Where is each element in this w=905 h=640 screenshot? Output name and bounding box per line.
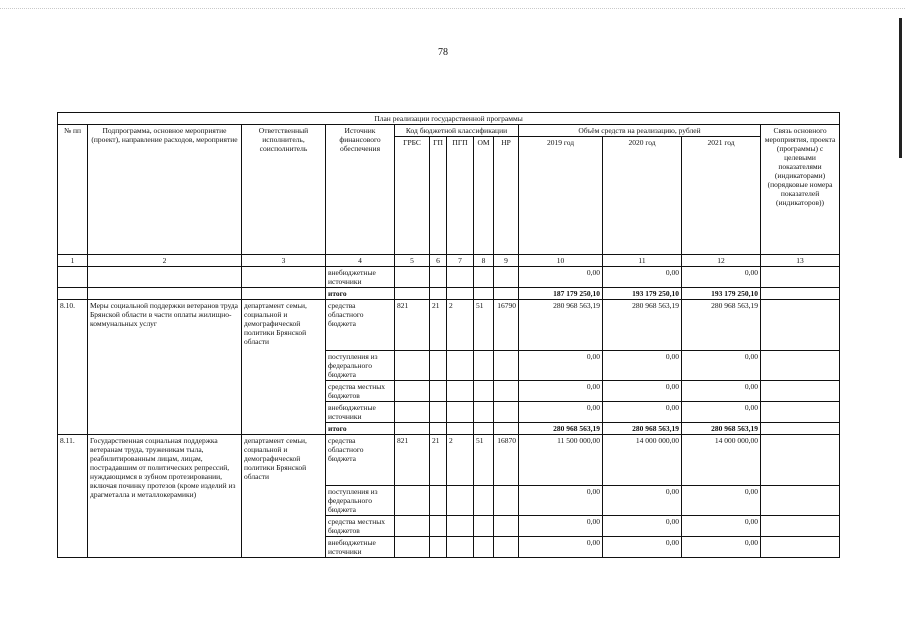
source-cell: внебюджетные источники [326, 402, 395, 423]
amount-2020: 0,00 [603, 351, 682, 381]
item-executor: департамент семьи, социальной и демографической политики Брянской области [242, 300, 326, 435]
program-plan-table [57, 112, 840, 558]
amount-2019: 0,00 [519, 267, 603, 288]
table-title: План реализации государственной программы [58, 113, 840, 125]
pgp-cell: 2 [447, 435, 474, 486]
source-cell: внебюджетные источники [326, 267, 395, 288]
header-2021: 2021 год [682, 137, 761, 255]
source-total: итого [326, 423, 395, 435]
amount-2021: 0,00 [682, 267, 761, 288]
col-number: 8 [474, 255, 494, 267]
amount-2019: 11 500 000,00 [519, 435, 603, 486]
amount-2019: 0,00 [519, 402, 603, 423]
amount-2021: 0,00 [682, 381, 761, 402]
total-2021: 280 968 563,19 [682, 423, 761, 435]
header-grbs: ГРБС [395, 137, 430, 255]
header-2020: 2020 год [603, 137, 682, 255]
header-gp: ГП [430, 137, 447, 255]
om-cell: 51 [474, 300, 494, 351]
col-number: 5 [395, 255, 430, 267]
item-name: Меры социальной поддержки ветеранов труда Брянской области в части оплаты жилищно-коммунальных услуг [88, 300, 242, 435]
col-number: 7 [447, 255, 474, 267]
item-name: Государственная социальная поддержка ветеранам труда, труженикам тыла, реабилитированным лицам, лицам, пострадавшим от политических репрессий, нуждающимся в зубном протезировании, включая починку протезов (кроме изделий из драгметалла и металлокерамики) [88, 435, 242, 558]
amount-2021: 0,00 [682, 516, 761, 537]
total-2019: 187 179 250,10 [519, 288, 603, 300]
total-2021: 193 179 250,10 [682, 288, 761, 300]
amount-2020: 280 968 563,19 [603, 300, 682, 351]
header-budget-code: Код бюджетной классификации [395, 125, 519, 137]
nr-cell: 16790 [494, 300, 519, 351]
nr-cell: 16870 [494, 435, 519, 486]
amount-2020: 0,00 [603, 486, 682, 516]
grbs-cell: 821 [395, 435, 430, 486]
table-row-item [58, 435, 840, 486]
header-subprogram: Подпрограмма, основное мероприятие (проект), направление расходов, мероприятие [88, 125, 242, 255]
margin-mark [899, 18, 902, 158]
page-number: 78 [438, 47, 448, 58]
amount-2019: 280 968 563,19 [519, 300, 603, 351]
amount-2021: 0,00 [682, 402, 761, 423]
total-2020: 193 179 250,10 [603, 288, 682, 300]
col-number: 4 [326, 255, 395, 267]
amount-2020: 0,00 [603, 537, 682, 558]
amount-2019: 0,00 [519, 381, 603, 402]
amount-2020: 0,00 [603, 516, 682, 537]
gp-cell: 21 [430, 300, 447, 351]
amount-2020: 0,00 [603, 402, 682, 423]
col-number: 9 [494, 255, 519, 267]
amount-2021: 0,00 [682, 486, 761, 516]
source-cell: средства местных бюджетов [326, 516, 395, 537]
amount-2021: 0,00 [682, 537, 761, 558]
col-number: 11 [603, 255, 682, 267]
header-volume: Объём средств на реализацию, рублей [519, 125, 761, 137]
header-no: № пп [58, 125, 88, 255]
amount-2020: 0,00 [603, 381, 682, 402]
header-om: ОМ [474, 137, 494, 255]
source-cell: поступления из федерального бюджета [326, 486, 395, 516]
col-number: 10 [519, 255, 603, 267]
amount-2020: 0,00 [603, 267, 682, 288]
total-2020: 280 968 563,19 [603, 423, 682, 435]
item-number: 8.10. [58, 300, 88, 435]
om-cell: 51 [474, 435, 494, 486]
col-number: 2 [88, 255, 242, 267]
amount-2019: 0,00 [519, 486, 603, 516]
header-pgp: ПГП [447, 137, 474, 255]
source-cell: поступления из федерального бюджета [326, 351, 395, 381]
col-number: 1 [58, 255, 88, 267]
table-row-total [58, 288, 840, 300]
source-cell: средства областного бюджета [326, 435, 395, 486]
amount-2019: 0,00 [519, 516, 603, 537]
table-title-row [58, 113, 840, 125]
total-2019: 280 968 563,19 [519, 423, 603, 435]
header-executor: Ответственный исполнитель, соисполнитель [242, 125, 326, 255]
col-number: 13 [761, 255, 840, 267]
col-number: 3 [242, 255, 326, 267]
amount-2019: 0,00 [519, 537, 603, 558]
scan-artifact-line [0, 8, 905, 9]
pgp-cell: 2 [447, 300, 474, 351]
amount-2021: 280 968 563,19 [682, 300, 761, 351]
grbs-cell: 821 [395, 300, 430, 351]
item-number: 8.11. [58, 435, 88, 558]
source-cell: средства областного бюджета [326, 300, 395, 351]
header-row [58, 125, 840, 137]
gp-cell: 21 [430, 435, 447, 486]
amount-2021: 14 000 000,00 [682, 435, 761, 486]
source-cell: средства местных бюджетов [326, 381, 395, 402]
item-executor: департамент семьи, социальной и демографической политики Брянской области [242, 435, 326, 558]
header-2019: 2019 год [519, 137, 603, 255]
source-total: итого [326, 288, 395, 300]
source-cell: внебюджетные источники [326, 537, 395, 558]
header-nr: НР [494, 137, 519, 255]
header-source: Источник финансового обеспечения [326, 125, 395, 255]
amount-2020: 14 000 000,00 [603, 435, 682, 486]
table-row [58, 267, 840, 288]
col-number: 6 [430, 255, 447, 267]
header-link: Связь основного мероприятия, проекта (программы) с целевыми показателями (индикаторами) (порядковые номера показателей (индикаторов)) [761, 125, 840, 255]
column-numbers-row [58, 255, 840, 267]
table-row-item [58, 300, 840, 351]
amount-2019: 0,00 [519, 351, 603, 381]
amount-2021: 0,00 [682, 351, 761, 381]
col-number: 12 [682, 255, 761, 267]
